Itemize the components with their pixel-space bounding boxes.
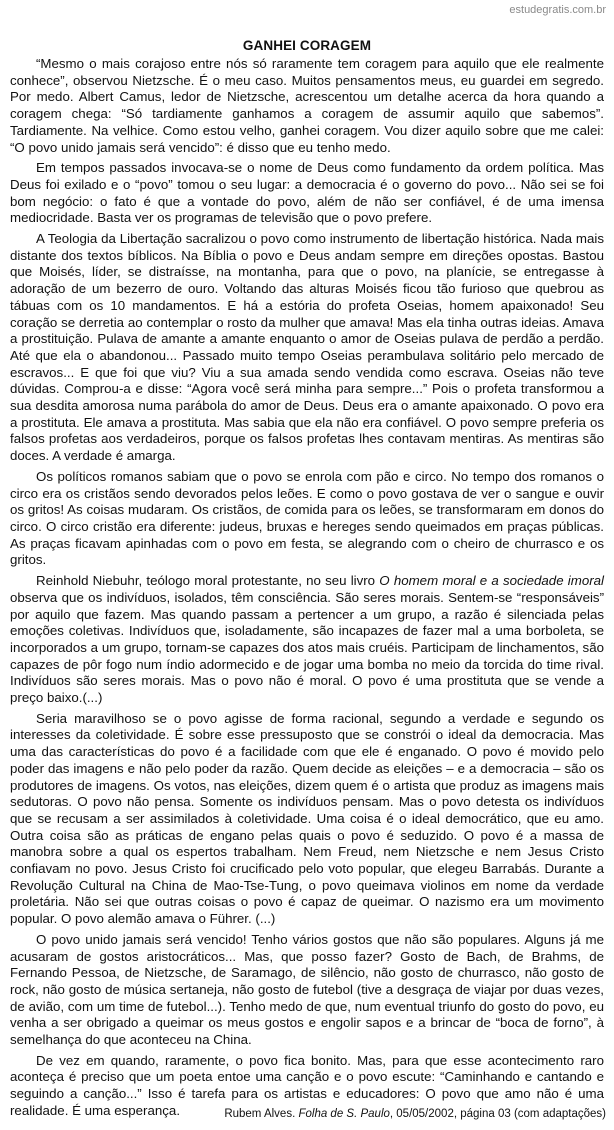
paragraph-8: De vez em quando, raramente, o povo fica bonito. Mas, para que esse acontecimento raro aconteça é preciso que um poeta entoe uma canção e o povo escute: “Caminhando e cantando e seguindo a canção...” Isso é tarefa para os artistas e educadores: O povo que amo não é uma realidade. É uma esperança. — [10, 1052, 604, 1118]
paragraph-1: “Mesmo o mais corajoso entre nós só raramente tem coragem para aquilo que ele realmente conhece”, observou Nietzsche. É o meu caso. Muitos pensamentos meus, eu guardei em segredo. Por medo. Albert Camus, ledor de Nietzsche, acrescentou um detalhe acerca da hora quando a coragem chega: “Só tardiamente ganhamos a coragem de assumir aquilo que sabemos”. Tardiamente. Na velhice. Como estou velho, ganhei coragem. Vou dizer aquilo sobre que me calei: “O povo unido jamais será vencido”: é disso que eu tenho medo. — [10, 56, 604, 155]
paragraph-5-rest: observa que os indivíduos, isolados, têm consciência. São seres morais. Sentem-se “responsáveis” por aquilo que fazem. Mas quando passam a pertencer a um grupo, a razão é silenciada pelas emoções coletivas. Indivíduos que, isoladamente, são incapazes de fazer mal a uma borboleta, se incorporados a um grupo, tornam-se capazes dos atos mais cruéis. Participam de linchamentos, são capazes de pôr fogo num índio adormecido e de jogar uma bomba no meio da torcida do time rival. Indivíduos são seres morais. Mas o povo não é moral. O povo é uma prostituta que se vende a preço baixo.(...) — [10, 589, 604, 706]
source-citation — [224, 1108, 606, 1120]
document-page — [10, 38, 604, 1124]
paragraph-5-lead: Reinhold Niebuhr, teólogo moral protestante, no seu livro — [36, 573, 380, 589]
source-publication: Folha de S. Paulo — [298, 1108, 390, 1120]
paragraph-4: Os políticos romanos sabiam que o povo se enrola com pão e circo. No tempo dos romanos o circo era os cristãos sendo devorados pelos leões. E como o povo gostava de ver o sangue e ouvir os gritos! As coisas mudaram. Os cristãos, de comida para os leões, se transformaram em donos do circo. O circo cristão era diferente: judeus, bruxas e hereges sendo queimados em praças públicas. As praças ficavam apinhadas com o povo em festa, se alegrando com o cheiro de churrasco e os gritos. — [10, 468, 604, 568]
source-author: Rubem Alves. — [224, 1108, 299, 1120]
book-title: O homem moral e a sociedade imoral — [379, 573, 604, 589]
article-body — [10, 56, 604, 1120]
paragraph-5 — [10, 573, 604, 707]
article-title: GANHEI CORAGEM — [242, 38, 372, 53]
source-details: , 05/05/2002, página 03 (com adaptações) — [389, 1108, 606, 1120]
paragraph-7: O povo unido jamais será vencido! Tenho vários gostos que não são populares. Alguns já me acusaram de gostos aristocráticos... Mas, que posso fazer? Gosto de Bach, de Brahms, de Fernando Pessoa, de Nietzsche, de Saramago, de silêncio, não gosto de churrasco, não gosto de rock, não gosto de música sertaneja, não gosto de futebol (tive a desgraça de viajar por duas vezes, de avião, com um time de futebol...). Tenho medo de que, num eventual triunfo do gosto do povo, eu venha a ser obrigado a queimar os meus gostos e engolir sapos e a brincar de “boca de forno”, à semelhança do que aconteceu na China. — [10, 931, 604, 1048]
paragraph-3: A Teologia da Libertação sacralizou o povo como instrumento de libertação histórica. Nada mais distante dos textos bíblicos. Na Bíblia o povo e Deus andam sempre em direções opostas. Bastou que Moisés, líder, se distraísse, na montanha, para que o povo, na planície, se entregasse à adoração de um bezerro de ouro. Voltando das alturas Moisés ficou tão furioso que quebrou as tábuas com os 10 mandamentos. E há a estória do profeta Oseias, homem apaixonado! Seu coração se derretia ao contemplar o rosto da mulher que amava! Mas ela tinha outras ideias. Amava a prostituição. Pulava de amante a amante enquanto o amor de Oseias pulava de perdão a perdão. Até que ela o abandonou... Passado muito tempo Oseias perambulava solitário pelo mercado de escravos... E que foi que viu? Viu a sua amada sendo vendida como escrava. Oseias não teve dúvidas. Comprou-a e disse: “Agora você será minha para sempre...” Pois o profeta transformou a sua desdita amorosa numa parábola do amor de Deus. Deus era o amante apaixonado. O povo era a prostituta. Ele amava a prostituta. Mas sabia que ela não era confiável. O povo sempre preferia os falsos profetas aos verdadeiros, porque os falsos profetas lhes contavam mentiras. As mentiras são doces. A verdade é amarga. — [10, 231, 604, 464]
site-watermark: estudegratis.com.br — [509, 4, 606, 16]
paragraph-2: Em tempos passados invocava-se o nome de Deus como fundamento da ordem política. Mas Deus foi exilado e o “povo” tomou o seu lugar: a democracia é o governo do povo... Não sei se foi bom negócio: o fato é que a vontade do povo, além de não ser confiável, é de uma imensa mediocridade. Basta ver os programas de televisão que o povo prefere. — [10, 160, 604, 226]
paragraph-6: Seria maravilhoso se o povo agisse de forma racional, segundo a verdade e segundo os interesses da coletividade. É sobre esse pressuposto que se constrói o ideal da democracia. Mas uma das características do povo é a facilidade com que ele é enganado. O povo é movido pelo poder das imagens e não pelo poder da razão. Quem decide as eleições – e a democracia – são os produtores de imagens. Os votos, nas eleições, dizem quem é o artista que produz as imagens mais sedutoras. O povo não pensa. Somente os indivíduos pensam. Mas o povo detesta os indivíduos que se recusam a ser assimilados à coletividade. Uma coisa é o ideal democrático, que eu amo. Outra coisa são as práticas de engano pelas quais o povo é seduzido. O povo é a massa de manobra sobre a qual os espertos trabalham. Nem Freud, nem Nietzsche e nem Jesus Cristo confiavam no povo. Jesus Cristo foi crucificado pelo voto popular, que elegeu Barrabás. Durante a Revolução Cultural na China de Mao-Tse-Tung, o povo queimava violinos em nome da verdade proletária. Não sei que outras coisas o povo é capaz de queimar. O nazismo era um movimento popular. O povo alemão amava o Führer. (...) — [10, 710, 604, 927]
